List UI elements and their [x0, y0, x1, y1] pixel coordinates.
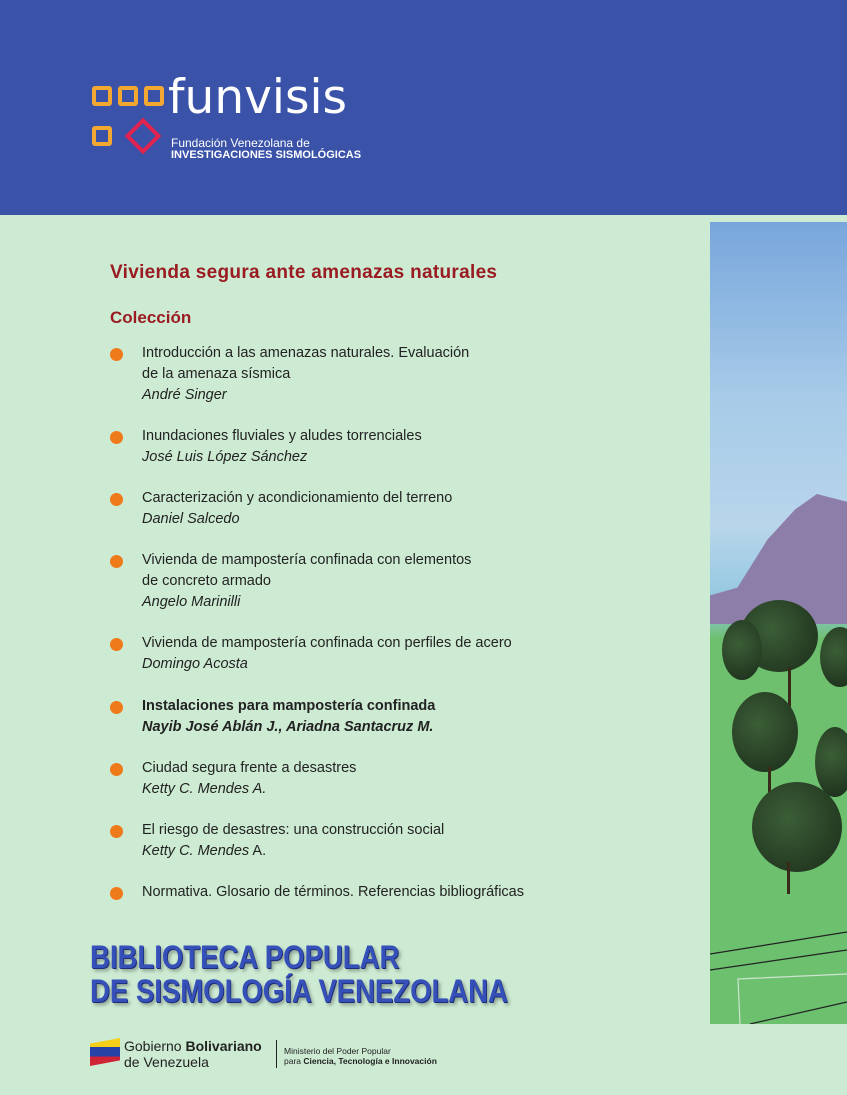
logo-subtitle-bold: INVESTIGACIONES SISMOLÓGICAS [171, 149, 362, 161]
list-item [110, 633, 670, 675]
item-title: Vivienda de mampostería confinada con perfiles de acero [142, 635, 512, 651]
logo-diamond-icon [125, 118, 162, 155]
bullet-icon [110, 763, 123, 776]
item-title: de la amenaza sísmica [142, 366, 291, 382]
item-title: Normativa. Glosario de términos. Referencias bibliográficas [142, 884, 524, 900]
bullet-icon [110, 348, 123, 361]
funvisis-logo [88, 72, 388, 167]
gov-label-bold: Bolivariano [185, 1038, 262, 1054]
list-item [110, 758, 670, 800]
logo-square-icon [92, 126, 112, 146]
bullet-icon [110, 701, 123, 714]
item-author: Daniel Salcedo [142, 511, 240, 527]
series-title: Vivienda segura ante amenazas naturales [110, 262, 498, 283]
list-item [110, 882, 670, 903]
item-title: Instalaciones para mampostería confinada [142, 698, 436, 714]
item-author: Ketty C. Mendes [142, 843, 250, 859]
item-title: Caracterización y acondicionamiento del terreno [142, 490, 453, 506]
bullet-icon [110, 555, 123, 568]
tree-trunk [787, 862, 790, 894]
logo-wordmark: funvisis [168, 70, 348, 125]
logo-square-icon [92, 86, 112, 106]
landscape-illustration [710, 222, 847, 1024]
bullet-icon [110, 638, 123, 651]
bullet-icon [110, 431, 123, 444]
tree-icon [722, 620, 762, 680]
item-author: Angelo Marinilli [142, 594, 241, 610]
gov-label-line2: de Venezuela [124, 1054, 209, 1070]
item-author: Ketty C. Mendes A. [142, 781, 267, 797]
bullet-icon [110, 887, 123, 900]
item-title: de concreto armado [142, 573, 271, 589]
venezuela-flag-icon [90, 1038, 120, 1066]
item-title: Introducción a las amenazas naturales. Evaluación [142, 345, 470, 361]
item-title: Inundaciones fluviales y aludes torrenciales [142, 428, 422, 444]
library-title-line2: DE SISMOLOGÍA VENEZOLANA [90, 973, 508, 1009]
tree-icon [732, 692, 798, 772]
list-item [110, 550, 670, 613]
item-title: Vivienda de mampostería confinada con elementos [142, 552, 472, 568]
item-author: Domingo Acosta [142, 656, 248, 672]
tree-icon [752, 782, 842, 872]
logo-subtitle: Fundación Venezolana de [171, 136, 310, 150]
logo-square-icon [118, 86, 138, 106]
item-author: André Singer [142, 387, 227, 403]
bullet-icon [110, 493, 123, 506]
library-title-line1: BIBLIOTECA POPULAR [90, 939, 400, 975]
list-item [110, 488, 670, 530]
bullet-icon [110, 825, 123, 838]
list-item [110, 426, 670, 468]
gov-label: Gobierno [124, 1038, 186, 1054]
list-item [110, 820, 670, 862]
ministry-label-bold: Ciencia, Tecnología e Innovación [303, 1056, 437, 1066]
ministry-label: Ministerio del Poder Popular [284, 1046, 391, 1056]
government-footer [90, 1036, 510, 1070]
list-item [110, 343, 670, 406]
header-banner [0, 0, 847, 215]
ministry-label-line2: para [284, 1056, 304, 1066]
item-title: El riesgo de desastres: una construcción social [142, 822, 445, 838]
logo-square-icon [144, 86, 164, 106]
item-author: Nayib José Ablán J., Ariadna Santacruz M. [142, 719, 434, 735]
tree-icon [820, 627, 847, 687]
collection-label: Colección [110, 308, 192, 327]
ground-lines [710, 904, 847, 1024]
item-author-suffix: A. [249, 843, 267, 859]
item-author: José Luis López Sánchez [142, 449, 308, 465]
item-title: Ciudad segura frente a desastres [142, 760, 357, 776]
list-item-highlighted [110, 696, 670, 738]
library-title [90, 940, 508, 1008]
divider [276, 1040, 277, 1068]
tree-icon [815, 727, 847, 797]
